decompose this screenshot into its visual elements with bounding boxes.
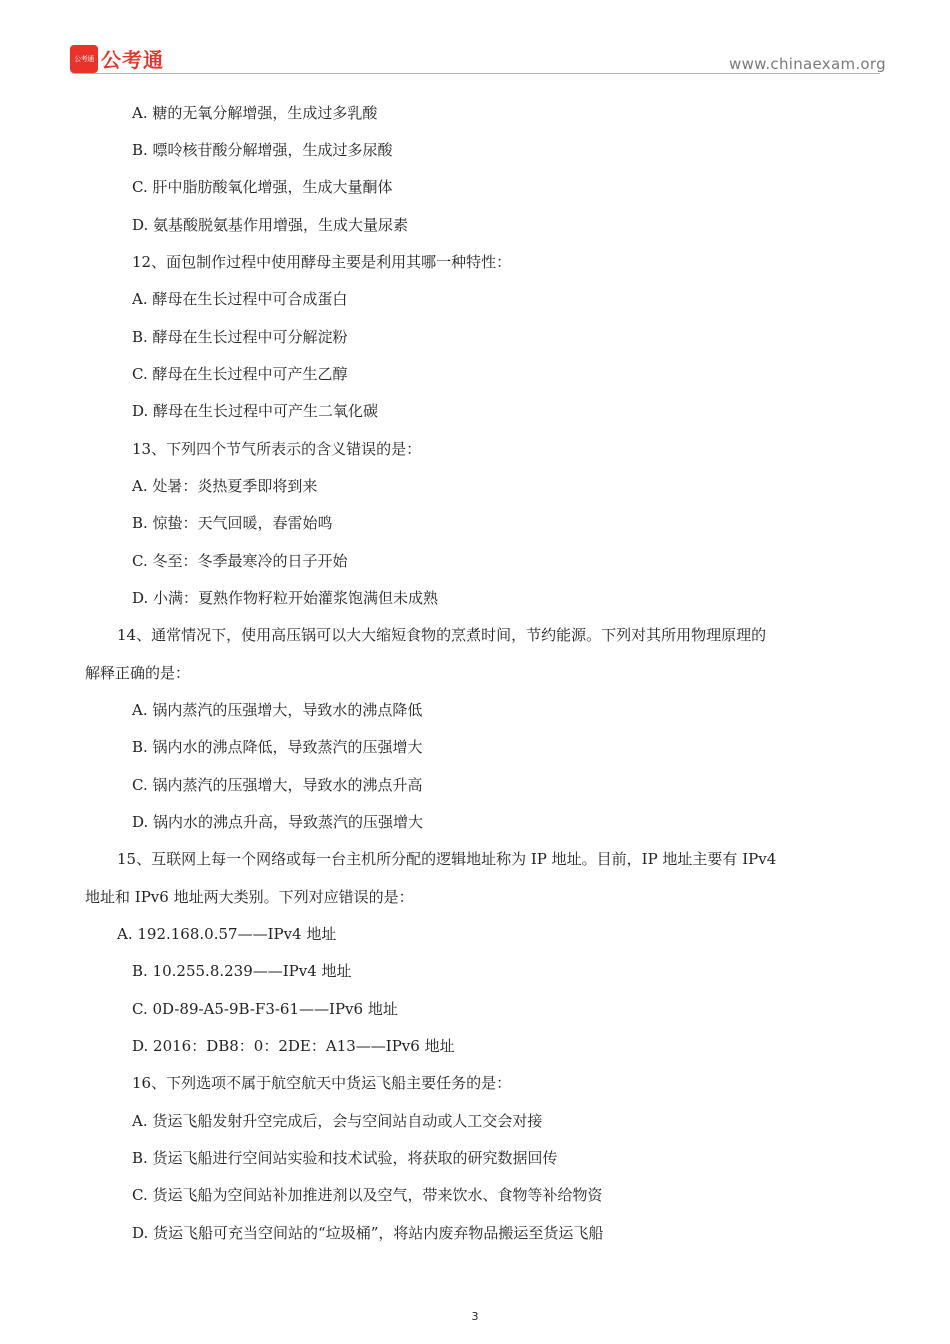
brand-logo[interactable] bbox=[70, 44, 164, 73]
option-line: C. 0D-89-A5-9B-F3-61——IPv6 地址 bbox=[132, 1000, 398, 1018]
option-line: A. 酵母在生长过程中可合成蛋白 bbox=[132, 290, 348, 308]
option-line: B. 嘌呤核苷酸分解增强，生成过多尿酸 bbox=[132, 141, 393, 159]
option-line: C. 冬至：冬季最寒冷的日子开始 bbox=[132, 552, 348, 570]
question-line: 12、面包制作过程中使用酵母主要是利用其哪一种特性： bbox=[132, 253, 512, 271]
question-line: 地址和 IPv6 地址两大类别。下列对应错误的是： bbox=[85, 888, 414, 906]
option-line: A. 货运飞船发射升空完成后，会与空间站自动或人工交会对接 bbox=[132, 1112, 543, 1130]
option-line: A. 锅内蒸汽的压强增大，导致水的沸点降低 bbox=[132, 701, 423, 719]
question-line: 15、互联网上每一个网络或每一台主机所分配的逻辑地址称为 IP 地址。目前，IP 地址主要有 IPv4 bbox=[117, 850, 777, 868]
option-line: B. 锅内水的沸点降低，导致蒸汽的压强增大 bbox=[132, 738, 423, 756]
option-line: A. 处暑：炎热夏季即将到来 bbox=[132, 477, 318, 495]
option-line: A. 192.168.0.57——IPv4 地址 bbox=[117, 925, 337, 943]
question-line: 16、下列选项不属于航空航天中货运飞船主要任务的是： bbox=[132, 1074, 512, 1092]
option-line: C. 酵母在生长过程中可产生乙醇 bbox=[132, 365, 348, 383]
page-number: 3 bbox=[471, 1310, 479, 1323]
option-line: C. 肝中脂肪酸氧化增强，生成大量酮体 bbox=[132, 178, 393, 196]
option-line: D. 小满：夏熟作物籽粒开始灌浆饱满但未成熟 bbox=[132, 589, 439, 607]
option-line: D. 锅内水的沸点升高，导致蒸汽的压强增大 bbox=[132, 813, 424, 831]
logo-icon: 公考通 bbox=[70, 45, 98, 73]
option-line: D. 货运飞船可充当空间站的“垃圾桶”，将站内废弃物品搬运至货运飞船 bbox=[132, 1224, 604, 1242]
question-line: 解释正确的是： bbox=[85, 664, 191, 682]
option-line: C. 锅内蒸汽的压强增大，导致水的沸点升高 bbox=[132, 776, 423, 794]
option-line: A. 糖的无氧分解增强，生成过多乳酸 bbox=[132, 104, 378, 122]
site-url: www.chinaexam.org bbox=[729, 55, 886, 73]
question-line: 14、通常情况下，使用高压锅可以大大缩短食物的烹煮时间，节约能源。下列对其所用物理原理的 bbox=[117, 626, 767, 644]
question-line: 13、下列四个节气所表示的含义错误的是： bbox=[132, 440, 422, 458]
option-line: C. 货运飞船为空间站补加推进剂以及空气，带来饮水、食物等补给物资 bbox=[132, 1186, 603, 1204]
option-line: D. 酵母在生长过程中可产生二氧化碳 bbox=[132, 402, 379, 420]
page-header bbox=[0, 0, 950, 100]
option-line: D. 氨基酸脱氨基作用增强，生成大量尿素 bbox=[132, 216, 409, 234]
option-line: B. 10.255.8.239——IPv4 地址 bbox=[132, 962, 352, 980]
option-line: B. 惊蛰：天气回暖，春雷始鸣 bbox=[132, 514, 333, 532]
option-line: D. 2016：DB8：0：2DE：A13——IPv6 地址 bbox=[132, 1037, 455, 1055]
logo-text: 公考通 bbox=[101, 48, 164, 72]
option-line: B. 货运飞船进行空间站实验和技术试验，将获取的研究数据回传 bbox=[132, 1149, 558, 1167]
option-line: B. 酵母在生长过程中可分解淀粉 bbox=[132, 328, 348, 346]
